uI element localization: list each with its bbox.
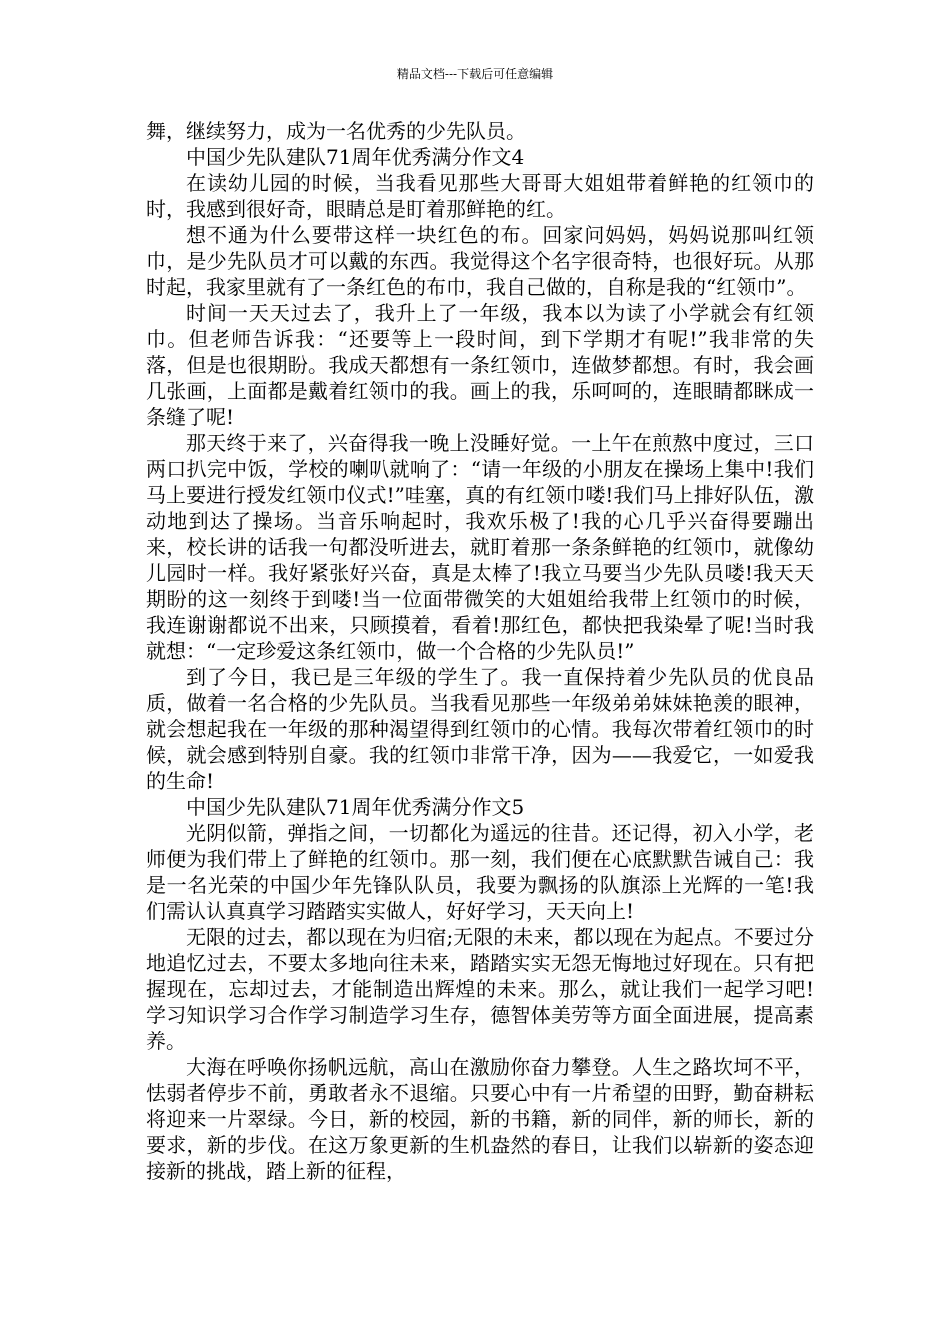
paragraph: 无限的过去，都以现在为归宿;无限的未来，都以现在为起点。不要过分地追忆过去，不要太多地向往未来，踏踏实实无怨无悔地过好现在。只有把握现在，忘却过去，才能制造出辉煌的未来。那么，就让我们一起学习吧!学习知识学习合作学习制造学习生存，德智体美劳等方面全面进展，提高素养。 — [146, 925, 814, 1053]
paragraph: 到了今日，我已是三年级的学生了。我一直保持着少先队员的优良品质，做着一名合格的少先队员。当我看见那些一年级弟弟妹妹艳羡的眼神，就会想起我在一年级的那种渴望得到红领巾的心情。我每次带着红领巾的时候，就会感到特别自豪。我的红领巾非常干净，因为——我爱它，一如爱我的生命! — [146, 665, 814, 793]
paragraph: 那天终于来了，兴奋得我一晚上没睡好觉。一上午在煎熬中度过，三口两口扒完中饭，学校的喇叭就响了：“请一年级的小朋友在操场上集中!我们马上要进行授发红领巾仪式!”哇塞，真的有红领巾喽!我们马上排好队伍，激动地到达了操场。当音乐响起时，我欢乐极了!我的心几乎兴奋得要蹦出来，校长讲的话我一句都没听进去，就盯着那一条条鲜艳的红领巾，就像幼儿园时一样。我好紧张好兴奋，真是太棒了!我立马要当少先队员喽!我天天期盼的这一刻终于到喽!当一位面带微笑的大姐姐给我带上红领巾的时候，我连谢谢都说不出来，只顾摸着，看着!那红色，都快把我染晕了呢!当时我就想：“一定珍爱这条红领巾，做一个合格的少先队员!” — [146, 431, 814, 663]
paragraph: 大海在呼唤你扬帆远航，高山在激励你奋力攀登。人生之路坎坷不平，怯弱者停步不前，勇敢者永不退缩。只要心中有一片希望的田野，勤奋耕耘将迎来一片翠绿。今日，新的校园，新的书籍，新的同伴，新的师长，新的要求，新的步伐。在这万象更新的生机盎然的春日，让我们以崭新的姿态迎接新的挑战，踏上新的征程， — [146, 1055, 814, 1183]
document-body — [146, 118, 814, 1184]
essay-heading-5: 中国少先队建队71周年优秀满分作文5 — [186, 795, 525, 819]
paragraph: 想不通为什么要带这样一块红色的布。回家问妈妈，妈妈说那叫红领巾，是少先队员才可以戴的东西。我觉得这个名字很奇特，也很好玩。从那时起，我家里就有了一条红色的布巾，我自己做的，自称是我的“红领巾”。 — [146, 223, 814, 299]
page-header: 精品文档---下载后可任意编辑 — [396, 67, 554, 81]
paragraph-continued: 舞，继续努力，成为一名优秀的少先队员。 — [146, 119, 526, 143]
paragraph: 光阴似箭，弹指之间，一切都化为遥远的往昔。还记得，初入小学，老师便为我们带上了鲜艳的红领巾。那一刻，我们便在心底默默告诫自己：我是一名光荣的中国少年先锋队队员，我要为飘扬的队旗添上光辉的一笔!我们需认认真真学习踏踏实实做人，好好学习，天天向上! — [146, 821, 814, 923]
paragraph: 在读幼儿园的时候，当我看见那些大哥哥大姐姐带着鲜艳的红领巾的时，我感到很好奇，眼睛总是盯着那鲜艳的红。 — [146, 171, 814, 221]
paragraph: 时间一天天过去了，我升上了一年级，我本以为读了小学就会有红领巾。但老师告诉我：“还要等上一段时间，到下学期才有呢!”我非常的失落，但是也很期盼。我成天都想有一条红领巾，连做梦都想。有时，我会画几张画，上面都是戴着红领巾的我。画上的我，乐呵呵的，连眼睛都眯成一条缝了呢! — [146, 301, 814, 429]
essay-heading-4: 中国少先队建队71周年优秀满分作文4 — [186, 145, 525, 169]
